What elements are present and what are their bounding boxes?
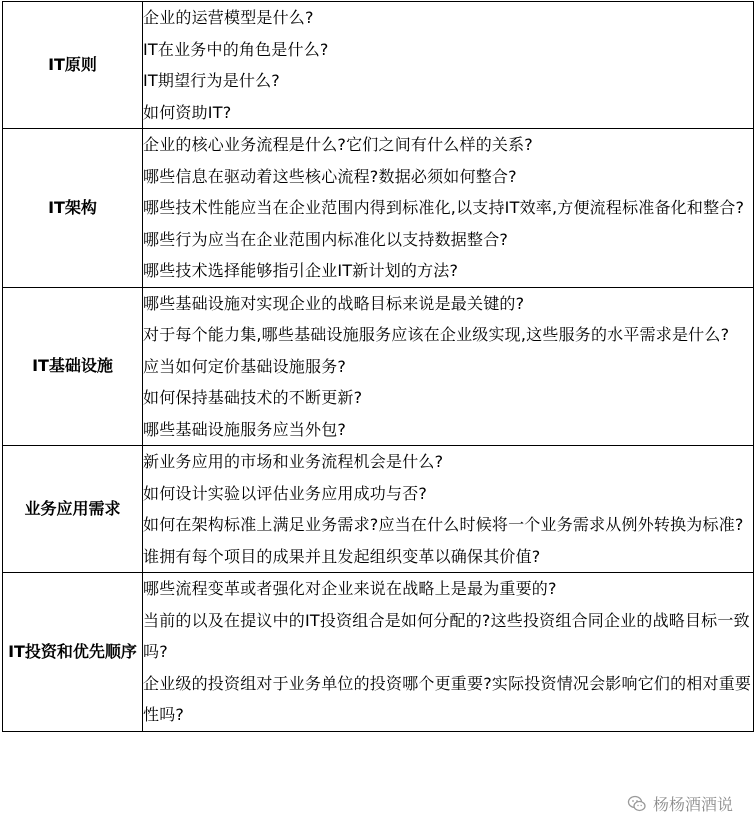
table-row-architecture	[3, 129, 754, 288]
question-text: 如何在架构标准上满足业务需求?应当在什么时候将一个业务需求从例外转换为标准?	[143, 515, 744, 534]
question-text: 哪些基础设施服务应当外包?	[143, 419, 347, 439]
table-row-application-needs	[3, 446, 754, 573]
table-row-infrastructure	[3, 287, 754, 446]
question-text: 如何设计实验以评估业务应用成功与否?	[143, 483, 428, 503]
question-text: 当前的以及在提议中的IT投资组合是如何分配的?这些投资组合同企业的战略目标一致吗?	[143, 610, 750, 661]
category-cell: IT基础设施	[3, 287, 143, 446]
question-text: 哪些基础设施对实现企业的战略目标来说是最关键的?	[143, 293, 525, 313]
question-text: 企业的核心业务流程是什么?它们之间有什么样的关系?	[143, 135, 533, 154]
table-row-principles	[3, 2, 754, 129]
question-text: 哪些技术性能应当在企业范围内得到标准化,以支持IT效率,方便流程标准备化和整合?	[143, 198, 745, 217]
governance-question-table	[2, 1, 754, 732]
questions-cell	[143, 573, 754, 732]
question-text: IT期望行为是什么?	[143, 71, 280, 90]
question-text: 企业级的投资组对于业务单位的投资哪个更重要?实际投资情况会影响它们的相对重要性吗?	[143, 673, 752, 724]
question-text: IT在业务中的角色是什么?	[143, 39, 329, 59]
question-text: 哪些信息在驱动着这些核心流程?数据必须如何整合?	[143, 166, 517, 186]
category-cell: 业务应用需求	[3, 446, 143, 573]
watermark-text: 杨杨酒酒说	[652, 795, 733, 814]
question-text: 哪些技术选择能够指引企业IT新计划的方法?	[143, 261, 459, 280]
question-text: 如何资助IT?	[143, 102, 232, 122]
table-row-investment	[3, 573, 754, 732]
question-text: 企业的运营模型是什么?	[143, 8, 314, 27]
watermark	[627, 792, 733, 815]
question-text: 对于每个能力集,哪些基础设施服务应该在企业级实现,这些服务的水平需求是什么?	[143, 325, 730, 344]
questions-cell	[143, 446, 754, 573]
question-text: 如何保持基础技术的不断更新?	[143, 388, 363, 407]
question-text: 新业务应用的市场和业务流程机会是什么?	[143, 452, 444, 471]
table-body	[3, 2, 754, 732]
questions-cell	[143, 287, 754, 446]
questions-cell	[143, 129, 754, 288]
question-text: 谁拥有每个项目的成果并且发起组织变革以确保其价值?	[143, 546, 541, 566]
question-text: 应当如何定价基础设施服务?	[143, 356, 347, 376]
question-text: 哪些流程变革或者强化对企业来说在战略上是最为重要的?	[143, 579, 557, 598]
category-cell: IT投资和优先顺序	[3, 573, 143, 732]
category-cell: IT架构	[3, 129, 143, 288]
category-cell: IT原则	[3, 2, 143, 129]
questions-cell	[143, 2, 754, 129]
wechat-icon	[627, 794, 647, 814]
question-text: 哪些行为应当在企业范围内标准化以支持数据整合?	[143, 229, 509, 249]
